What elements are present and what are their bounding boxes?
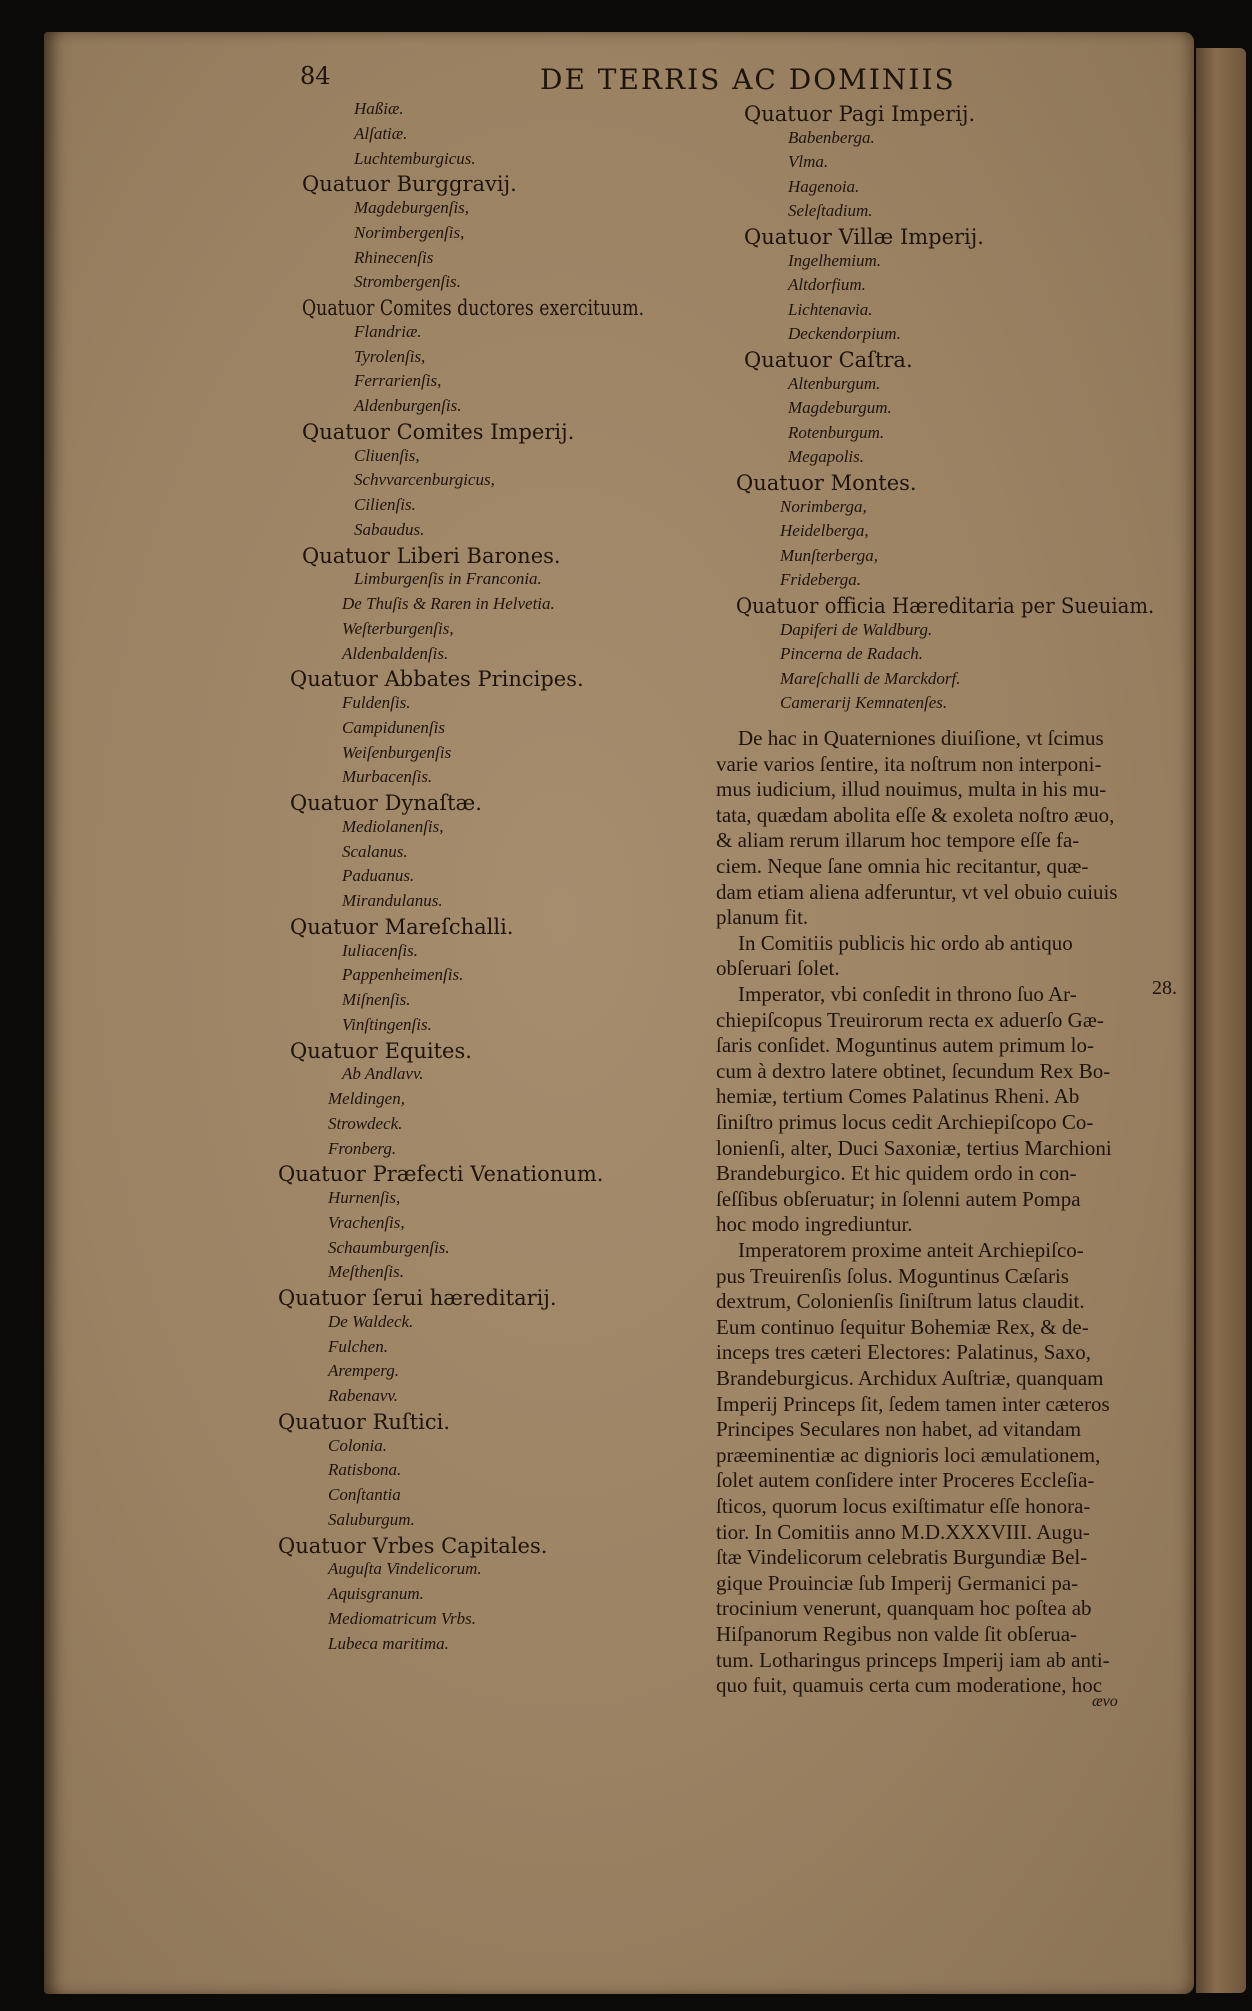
list-item: Miſnenſis. bbox=[342, 990, 411, 1009]
running-title: DE TERRIS AC DOMINIIS bbox=[540, 63, 956, 96]
prose-line: ſeſſibus obſeruatur; in ſolenni autem Pompa bbox=[716, 1186, 1081, 1211]
prose-line: varie varios ſentire, ita noſtrum non interponi- bbox=[716, 751, 1102, 776]
list-item: Aldenbaldenſis. bbox=[342, 643, 449, 663]
list-item: Altdorfium. bbox=[788, 275, 866, 295]
list-item: Dapiferi de Waldburg. bbox=[780, 619, 933, 639]
list-item: Murbacenſis. bbox=[342, 767, 433, 787]
list-item: Strombergenſis. bbox=[354, 272, 461, 292]
adjacent-page-edge bbox=[1196, 48, 1246, 1993]
list-item: Deckendorpium. bbox=[788, 324, 901, 344]
list-item: De Thuſis & Raren in Helvetia. bbox=[342, 594, 555, 613]
list-item: Sabaudus. bbox=[354, 519, 425, 539]
prose-line: gique Prouinciæ ſub Imperij Germanici pa- bbox=[716, 1570, 1079, 1595]
list-item: Strowdeck. bbox=[328, 1113, 403, 1133]
prose-line: Principes Seculares non habet, ad vitandam bbox=[716, 1417, 1082, 1442]
prose-line: chiepiſcopus Treuirorum recta ex aduerſo Gæ- bbox=[716, 1007, 1104, 1032]
prose-line: dextrum, Colonienſis ſiniſtrum latus claudit. bbox=[716, 1289, 1085, 1314]
list-heading: Quatuor Vrbes Capitales. bbox=[278, 1533, 548, 1558]
list-item: Campidunenſis bbox=[342, 717, 445, 737]
list-item: Rabenavv. bbox=[328, 1386, 399, 1405]
list-item: Tyrolenſis, bbox=[354, 346, 426, 366]
prose-line: dam etiam aliena adferuntur, vt vel obuio cuiuis bbox=[716, 879, 1118, 904]
list-heading: Quatuor Caſtra. bbox=[744, 348, 913, 372]
prose-line: ſiniſtro primus locus cedit Archiepiſcopo Co- bbox=[716, 1110, 1094, 1134]
list-item: Schvvarcenburgicus, bbox=[354, 470, 495, 490]
page-number: 84 bbox=[300, 62, 331, 90]
list-heading: Quatuor Comites Imperij. bbox=[302, 419, 575, 444]
prose-line: tum. Lotharingus princeps Imperij iam ab anti- bbox=[716, 1647, 1110, 1672]
list-item: Hurnenſis, bbox=[328, 1188, 401, 1207]
list-item: Ratisbona. bbox=[328, 1460, 402, 1480]
list-item: Conſtantia bbox=[328, 1485, 401, 1504]
prose-line: Eum continuo ſequitur Bohemiæ Rex, & de- bbox=[716, 1314, 1089, 1339]
prose-line: ſtæ Vindelicorum celebratis Burgundiæ Bel- bbox=[716, 1545, 1088, 1570]
prose-line: quo fuit, quamuis certa cum moderatione, hoc bbox=[716, 1673, 1103, 1698]
list-item: Magdeburgum. bbox=[788, 398, 892, 418]
list-item: Aldenburgenſis. bbox=[354, 396, 462, 415]
list-item: Limburgenſis in Franconia. bbox=[354, 569, 542, 589]
list-item: Babenberga. bbox=[788, 127, 875, 147]
list-item: Rhinecenſis bbox=[354, 247, 434, 267]
list-item: Norimbergenſis, bbox=[354, 222, 465, 242]
catchword: ævo bbox=[1092, 1693, 1118, 1710]
prose-line: pus Treuirenſis ſolus. Moguntinus Cæſaris bbox=[716, 1263, 1069, 1288]
prose-line: cum à dextro latere obtinet, ſecundum Rex Bo- bbox=[716, 1058, 1111, 1083]
list-item: Heidelberga, bbox=[780, 521, 869, 541]
prose-line: planum fit. bbox=[716, 905, 809, 930]
list-item: Norimberga, bbox=[780, 496, 867, 516]
prose-line: lonienſi, alter, Duci Saxoniæ, tertius Marchioni bbox=[716, 1135, 1112, 1160]
prose-line: tata, quædam abolita eſſe & exoleta noſtro æuo, bbox=[716, 802, 1115, 827]
list-item: Ingelhemium. bbox=[788, 250, 882, 270]
list-item: Weſterburgenſis, bbox=[342, 618, 454, 638]
list-item: Paduanus. bbox=[342, 866, 415, 886]
list-item: Megapolis. bbox=[788, 447, 865, 467]
list-item: Ab Andlavv. bbox=[342, 1064, 424, 1084]
list-item: Fulchen. bbox=[328, 1336, 388, 1356]
prose-line: hoc modo ingrediuntur. bbox=[716, 1212, 913, 1237]
list-item: Cilienſis. bbox=[354, 495, 416, 514]
list-item: Ferrarienſis, bbox=[354, 371, 442, 391]
list-item: Vrachenſis, bbox=[328, 1212, 405, 1232]
prose-line: obſeruari ſolet. bbox=[716, 956, 840, 981]
list-item: Altenburgum. bbox=[788, 373, 881, 393]
list-item: Scalanus. bbox=[342, 841, 408, 861]
list-item: Flandriæ. bbox=[354, 321, 422, 341]
prose-line: Brandeburgico. Et hic quidem ordo in con- bbox=[716, 1161, 1077, 1186]
prose-line: In Comitiis publicis hic ordo ab antiquo bbox=[738, 930, 1073, 955]
list-heading: Quatuor Mareſchalli. bbox=[290, 914, 514, 939]
list-item: Rotenburgum. bbox=[788, 422, 885, 442]
list-item: Luchtemburgicus. bbox=[354, 148, 476, 168]
prose-line: hemiæ, tertium Comes Palatinus Rheni. Ab bbox=[716, 1084, 1080, 1109]
list-heading: Quatuor Dynaſtæ. bbox=[290, 791, 482, 815]
prose-line: mus iudicium, illud nouimus, multa in his mu- bbox=[716, 777, 1107, 802]
prose-line: præeminentiæ ac dignioris loci æmulationem, bbox=[716, 1442, 1101, 1467]
book-page bbox=[44, 32, 1194, 1994]
prose-line: ſolet autem conſidere inter Proceres Eccleſia- bbox=[716, 1468, 1095, 1493]
list-item: Fuldenſis. bbox=[342, 693, 411, 712]
list-heading: Quatuor Liberi Barones. bbox=[302, 543, 561, 568]
list-item: Munſterberga, bbox=[780, 545, 879, 565]
prose-line: Imperatorem proxime anteit Archiepiſco- bbox=[738, 1238, 1084, 1262]
list-item: Hagenoia. bbox=[788, 176, 860, 196]
list-item: Pappenheimenſis. bbox=[342, 965, 464, 985]
list-item: Fronberg. bbox=[328, 1138, 397, 1158]
list-item: Mediolanenſis, bbox=[342, 816, 444, 836]
list-item: Alſatiæ. bbox=[354, 123, 408, 143]
list-heading: Quatuor Villæ Imperij. bbox=[744, 225, 984, 249]
list-item: Mirandulanus. bbox=[342, 891, 443, 910]
list-heading: Quatuor Pagi Imperij. bbox=[744, 102, 976, 126]
list-item: Schaumburgenſis. bbox=[328, 1237, 450, 1257]
list-heading: Quatuor officia Hæreditaria per Sueuiam. bbox=[736, 594, 1155, 618]
list-heading: Quatuor Montes. bbox=[736, 471, 917, 495]
prose-line: trocinium venerunt, quanquam hoc poſtea ab bbox=[716, 1596, 1092, 1621]
list-item: Colonia. bbox=[328, 1435, 388, 1455]
list-item: Cliuenſis, bbox=[354, 445, 420, 465]
list-heading: Quatuor ſerui hæreditarij. bbox=[278, 1286, 557, 1310]
list-item: Mareſchalli de Marckdorf. bbox=[780, 668, 961, 688]
prose-line: ſticos, quorum locus exiſtimatur eſſe honora- bbox=[716, 1494, 1091, 1518]
prose-line: ſaris conſidet. Moguntinus autem primum lo- bbox=[716, 1033, 1094, 1058]
list-item: Weiſenburgenſis bbox=[342, 742, 452, 762]
list-heading: Quatuor Equites. bbox=[290, 1038, 472, 1063]
prose-line: inceps tres cæteri Electores: Palatinus, Saxo, bbox=[716, 1340, 1091, 1365]
list-heading: Quatuor Comites ductores exercituum. bbox=[302, 296, 645, 320]
list-item: Auguſta Vindelicorum. bbox=[328, 1559, 482, 1579]
prose-line: ciem. Neque ſane omnia hic recitantur, quæ- bbox=[716, 854, 1089, 878]
list-item: Haßiæ. bbox=[354, 99, 404, 118]
list-heading: Quatuor Burggravij. bbox=[302, 172, 517, 197]
list-item: Magdeburgenſis, bbox=[354, 198, 470, 217]
prose-line: tior. In Comitiis anno M.D.XXXVIII. Augu- bbox=[716, 1519, 1090, 1544]
prose-line: & aliam rerum illarum hoc tempore eſſe fa- bbox=[716, 828, 1080, 853]
list-heading: Quatuor Abbates Principes. bbox=[290, 667, 584, 692]
list-item: Aquisgranum. bbox=[328, 1584, 424, 1603]
list-item: Lichtenavia. bbox=[788, 299, 873, 319]
list-item: Pincerna de Radach. bbox=[780, 644, 924, 664]
list-item: Vinſtingenſis. bbox=[342, 1014, 432, 1034]
list-item: Camerarij Kemnatenſes. bbox=[780, 693, 948, 713]
prose-line: Imperator, vbi conſedit in throno ſuo Ar- bbox=[738, 982, 1077, 1006]
list-item: Iuliacenſis. bbox=[342, 940, 419, 960]
list-heading: Quatuor Ruſtici. bbox=[278, 1409, 450, 1434]
list-item: Lubeca maritima. bbox=[328, 1633, 449, 1653]
list-item: Frideberga. bbox=[780, 570, 862, 590]
list-item: Meldingen, bbox=[328, 1089, 405, 1108]
prose-line: Imperij Princeps ſit, ſedem tamen inter cæteros bbox=[716, 1391, 1110, 1416]
list-item: Seleſtadium. bbox=[788, 201, 873, 221]
list-item: Saluburgum. bbox=[328, 1509, 415, 1529]
list-item: Mediomatricum Vrbs. bbox=[328, 1608, 476, 1628]
prose-line: De hac in Quaterniones diuiſione, vt ſcimus bbox=[738, 726, 1104, 750]
prose-line: Hiſpanorum Regibus non valde ſit obſerua- bbox=[716, 1622, 1078, 1646]
list-item: Vlma. bbox=[788, 152, 829, 172]
list-item: Meſthenſis. bbox=[328, 1262, 405, 1282]
marginal-note: 28. bbox=[1152, 977, 1177, 999]
list-item: De Waldeck. bbox=[328, 1311, 414, 1331]
prose-line: Brandeburgicus. Archidux Auſtriæ, quanquam bbox=[716, 1366, 1104, 1390]
list-item: Aremperg. bbox=[328, 1361, 399, 1381]
list-heading: Quatuor Præfecti Venationum. bbox=[278, 1162, 604, 1187]
